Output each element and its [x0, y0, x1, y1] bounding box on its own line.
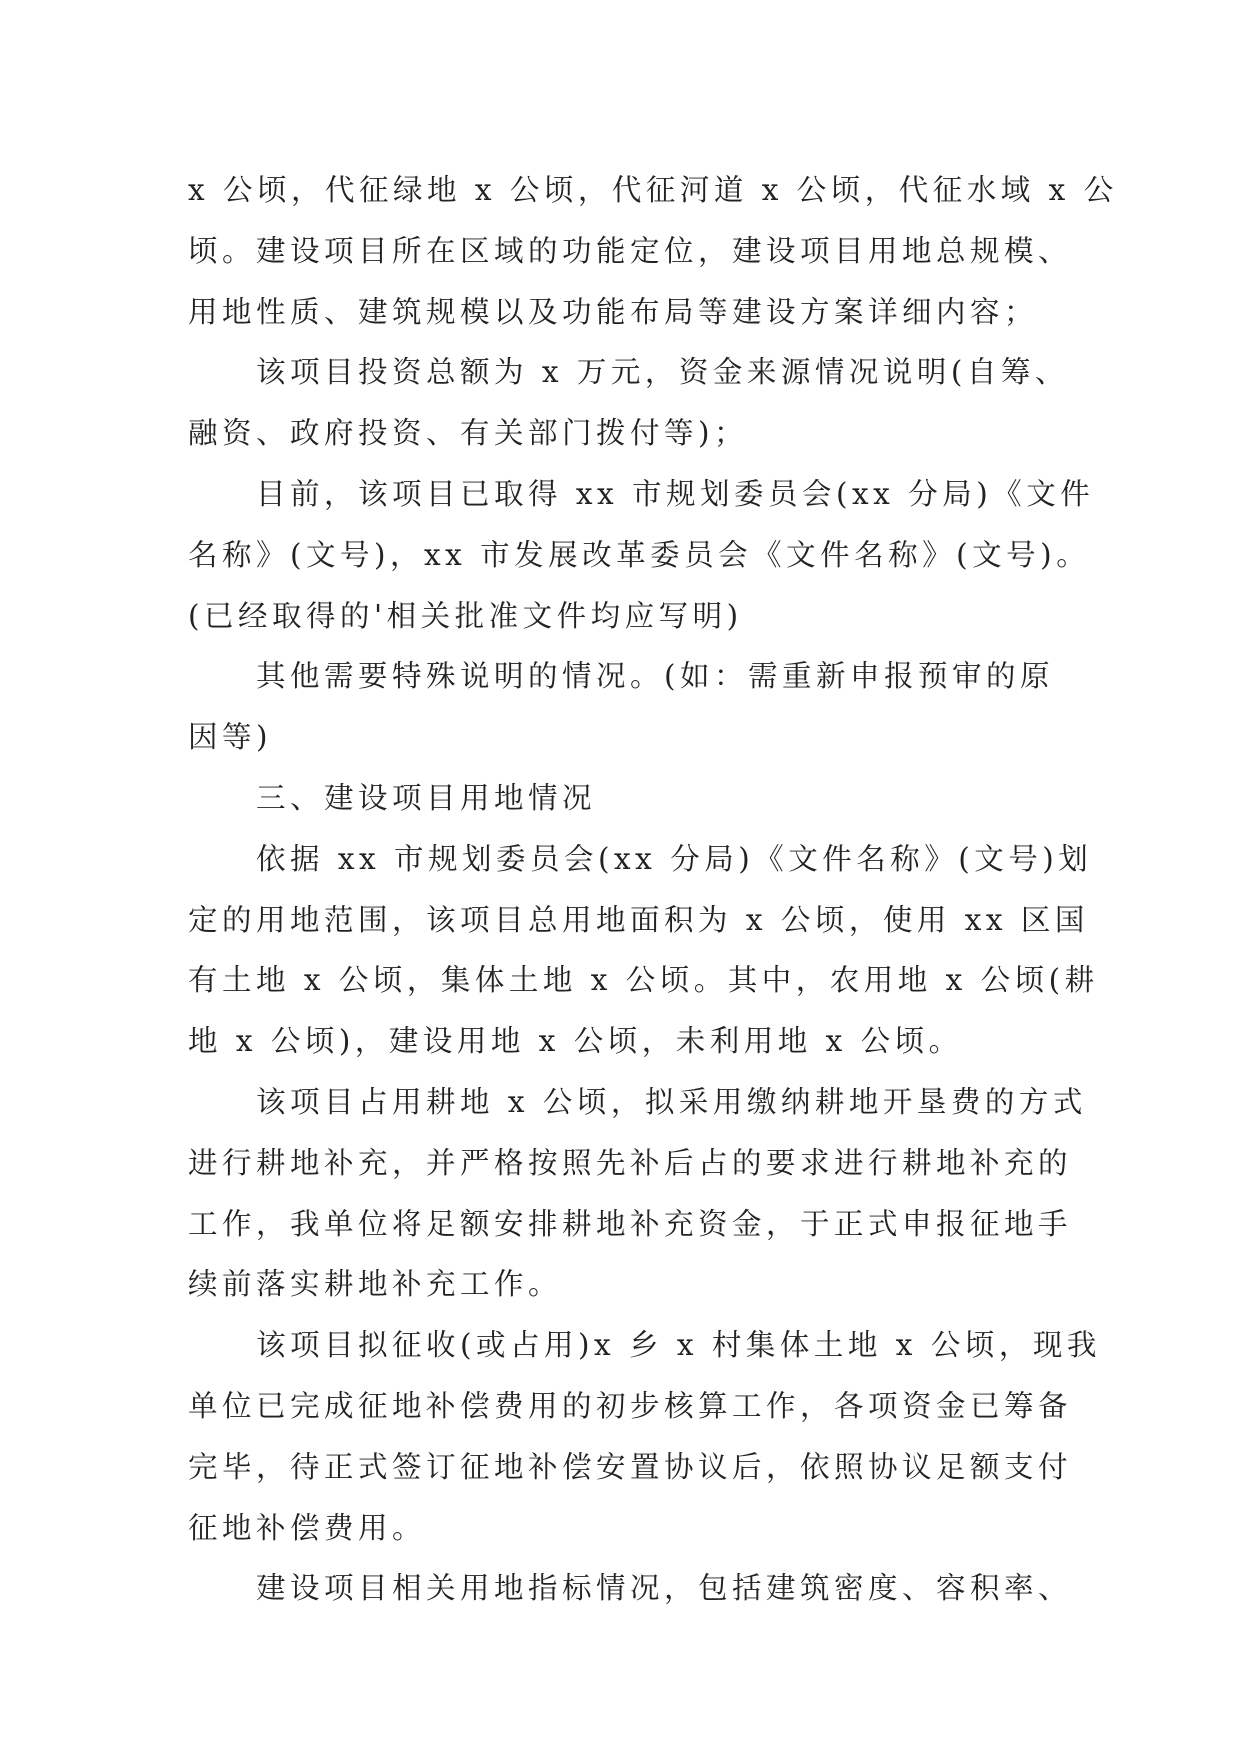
text-line: 定的用地范围，该项目总用地面积为 x 公顷，使用 xx 区国: [188, 902, 1089, 937]
document-body: [188, 160, 1118, 1619]
text-line: 地 x 公顷)，建设用地 x 公顷，未利用地 x 公顷。: [188, 1024, 963, 1059]
text-line: 进行耕地补充，并严格按照先补后占的要求进行耕地补充的: [188, 1145, 1073, 1180]
text-line: 因等): [188, 720, 273, 755]
text-line: 该项目占用耕地 x 公顷，拟采用缴纳耕地开垦费的方式: [188, 1084, 1087, 1119]
text-line: (已经取得的'相关批准文件均应写明): [188, 598, 743, 633]
text-line: 目前，该项目已取得 xx 市规划委员会(xx 分局)《文件: [188, 476, 1095, 511]
text-line: 顷。建设项目所在区域的功能定位，建设项目用地总规模、: [188, 233, 1073, 268]
text-line: 该项目投资总额为 x 万元，资金来源情况说明(自筹、: [188, 355, 1069, 390]
text-line: x 公顷，代征绿地 x 公顷，代征河道 x 公顷，代征水域 x 公: [188, 173, 1118, 207]
text-line: 用地性质、建筑规模以及功能布局等建设方案详细内容；: [188, 294, 1039, 329]
text-line: 其他需要特殊说明的情况。(如：需重新申报预审的原: [188, 659, 1055, 694]
text-line: 有土地 x 公顷，集体土地 x 公顷。其中，农用地 x 公顷(耕: [188, 963, 1099, 998]
text-line: 工作，我单位将足额安排耕地补充资金，于正式申报征地手: [188, 1206, 1073, 1241]
text-line: 融资、政府投资、有关部门拨付等)；: [188, 416, 749, 451]
text-line: 建设项目相关用地指标情况，包括建筑密度、容积率、: [188, 1571, 1073, 1606]
text-line: 完毕，待正式签订征地补偿安置协议后，依照协议足额支付: [188, 1449, 1073, 1484]
text-line: 单位已完成征地补偿费用的初步核算工作，各项资金已筹备: [188, 1388, 1073, 1423]
text-line: 依据 xx 市规划委员会(xx 分局)《文件名称》(文号)划: [188, 841, 1093, 876]
text-line: 名称》(文号)，xx 市发展改革委员会《文件名称》(文号)。: [188, 537, 1091, 572]
text-line: 该项目拟征收(或占用)x 乡 x 村集体土地 x 公顷，现我: [188, 1328, 1101, 1363]
text-line: 续前落实耕地补充工作。: [188, 1267, 563, 1302]
section-heading: 三、建设项目用地情况: [188, 780, 597, 815]
text-line: 征地补偿费用。: [188, 1510, 427, 1545]
